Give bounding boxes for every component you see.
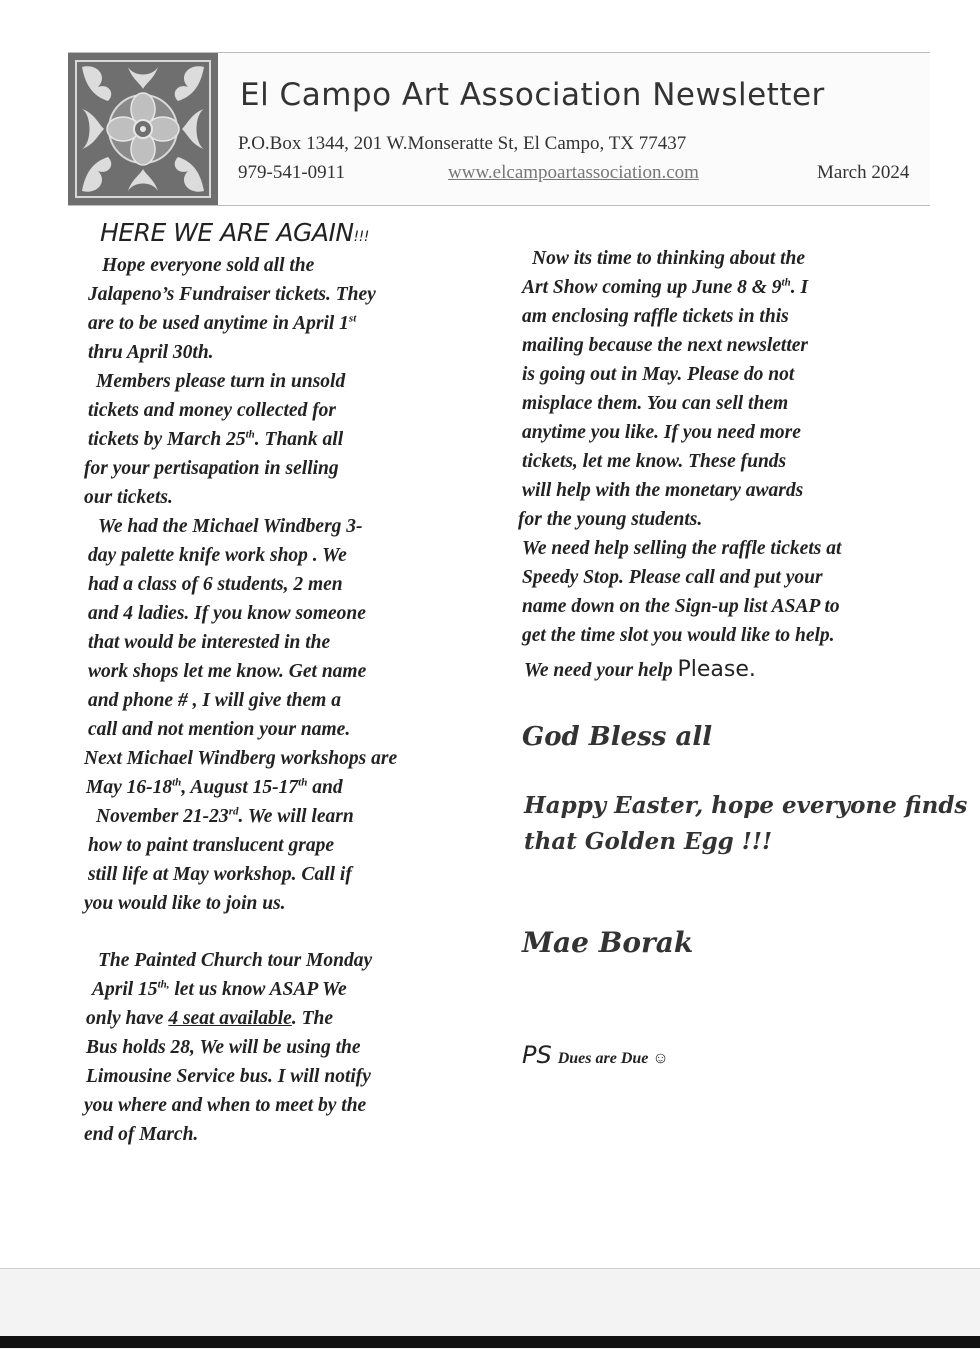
text-line: We had the Michael Windberg 3- [98, 516, 363, 537]
ps-text: Dues are Due ☺ [557, 1050, 669, 1067]
text-line: Art Show coming up June 8 & 9th. I [522, 276, 809, 298]
text-line: thru April 30th. [88, 342, 214, 363]
easter-greeting-line-2: that Golden Egg !!! [524, 828, 773, 855]
text-line: The Painted Church tour Monday [98, 950, 373, 971]
text-line: for the young students. [518, 509, 703, 530]
website-link[interactable]: www.elcampoartassociation.com [448, 162, 699, 183]
text-line: anytime you like. If you need more [522, 422, 801, 443]
text-line: tickets by March 25th. Thank all [88, 428, 344, 450]
text-line: only have 4 seat available. The [86, 1008, 333, 1029]
text-line: still life at May workshop. Call if [88, 864, 352, 885]
flower-ornament-logo [68, 53, 218, 205]
text-line: is going out in May. Please do not [522, 364, 795, 385]
text-line: had a class of 6 students, 2 men [88, 574, 343, 595]
text-line: that would be interested in the [88, 632, 331, 653]
text-line: We need your help Please. [524, 657, 756, 682]
newsletter-title: El Campo Art Association Newsletter [240, 77, 825, 113]
text-line: Now its time to thinking about the [532, 248, 806, 269]
text-line: will help with the monetary awards [522, 480, 804, 501]
text-line: and phone # , I will give them a [88, 690, 341, 711]
blessing-text: God Bless all [522, 722, 713, 752]
phone-number: 979-541-0911 [238, 162, 345, 183]
text-line: April $15^{th,}$ let us know ASAP We [92, 978, 347, 1000]
text-line: are to be used anytime in April 1st [88, 312, 357, 334]
text-line: work shops let me know. Get name [88, 661, 367, 682]
text-line: name down on the Sign-up list ASAP to [522, 596, 840, 617]
text-line: mailing because the next newsletter [522, 335, 808, 356]
text-line: Limousine Service bus. I will notify [86, 1066, 371, 1087]
text-line: We need help selling the raffle tickets at [522, 538, 842, 559]
text-line: you where and when to meet by the [84, 1095, 367, 1116]
page-heading: HERE WE ARE AGAIN!!! [100, 218, 369, 247]
text-line: for your pertisapation in selling [84, 458, 339, 479]
issue-date: March 2024 [817, 162, 910, 183]
text-line: Next Michael Windberg workshops are [84, 748, 398, 769]
text-line: tickets and money collected for [88, 400, 337, 421]
easter-greeting-line-1: Happy Easter, hope everyone finds [524, 792, 968, 819]
text-line: Hope everyone sold all the [102, 255, 315, 276]
text-line: tickets, let me know. These funds [522, 451, 787, 472]
text-line: and 4 ladies. If you know someone [88, 603, 366, 624]
text-line: Members please turn in unsold [96, 371, 346, 392]
text-line: May 16-18th, August 15-17th and [86, 776, 343, 798]
text-line: Jalapeno’s Fundraiser tickets. They [88, 284, 376, 305]
text-line: you would like to join us. [84, 893, 286, 914]
text-line: am enclosing raffle tickets in this [522, 306, 789, 327]
signature: Mae Borak [522, 926, 694, 959]
mailing-address: P.O.Box 1344, 201 W.Monseratte St, El Campo, TX 77437 [238, 133, 687, 154]
text-line: Speedy Stop. Please call and put your [522, 567, 823, 588]
text-line: our tickets. [84, 487, 173, 508]
text-line: Bus holds 28, We will be using the [86, 1037, 361, 1058]
text-line: November 21-23rd. We will learn [96, 805, 354, 827]
ps-label: PS [522, 1041, 552, 1069]
text-line: call and not mention your name. [88, 719, 351, 740]
text-line: misplace them. You can sell them [522, 393, 789, 414]
text-line: end of March. [84, 1124, 199, 1145]
postscript [522, 1041, 669, 1069]
newsletter-header [68, 52, 930, 206]
text-line: day palette knife work shop . We [88, 545, 347, 566]
text-line: how to paint translucent grape [88, 835, 334, 856]
scan-border [0, 1336, 980, 1348]
text-line: get the time slot you would like to help. [522, 625, 835, 646]
